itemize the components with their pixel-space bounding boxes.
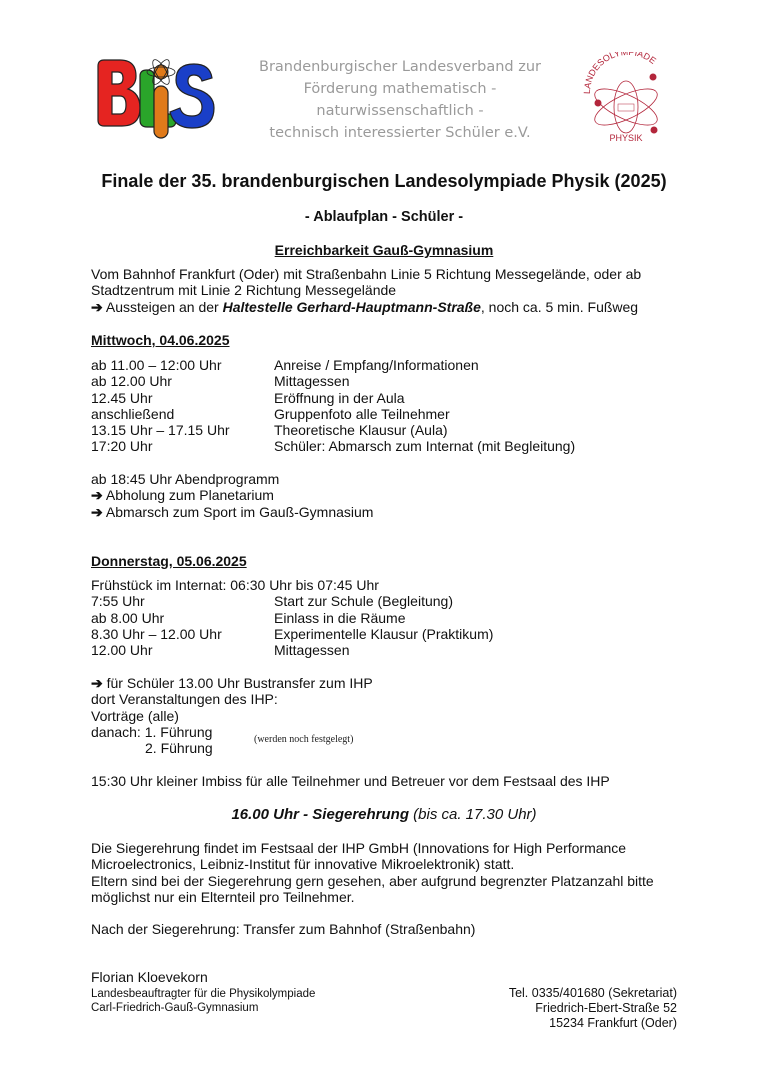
reach-line: Stadtzentrum mit Linie 2 Richtung Messegelände	[91, 282, 397, 299]
evening-item	[91, 504, 373, 520]
arrow-right-icon: ➔	[91, 298, 103, 315]
page-subtitle: - Ablaufplan - Schüler -	[304, 209, 464, 225]
event: Anreise / Empfang/Informationen	[274, 357, 479, 373]
event: Theoretische Klausur (Aula)	[274, 422, 448, 439]
time: 12.00 Uhr	[91, 642, 153, 659]
schedule-row	[91, 593, 493, 609]
breakfast-line: Frühstück im Internat: 06:30 Uhr bis 07:45 Uhr	[91, 577, 379, 593]
schedule-row	[91, 422, 575, 438]
ceremony-time: 16.00 Uhr - Siegerehrung	[231, 806, 409, 823]
thursday-schedule	[91, 577, 493, 658]
physik-label: PHYSIK	[609, 133, 643, 143]
tour-note: (werden noch festgelegt)	[254, 734, 354, 745]
event: Einlass in die Räume	[274, 609, 406, 626]
schedule-row	[91, 390, 575, 406]
contact-street: Friedrich-Ebert-Straße 52	[535, 1001, 677, 1015]
time: 17:20 Uhr	[91, 438, 153, 455]
ceremony-until: (bis ca. 17.30 Uhr)	[409, 806, 537, 823]
reach-text	[91, 266, 641, 315]
footer-right	[509, 986, 677, 1031]
time: 7:55 Uhr	[91, 593, 145, 610]
reach-line: Vom Bahnhof Frankfurt (Oder) mit Straßenbahn Linie 5 Richtung Messegelände, oder ab	[91, 266, 642, 282]
page-title: Finale der 35. brandenburgischen Landesolympiade Physik (2025)	[101, 171, 667, 191]
event: Mittagessen	[274, 642, 350, 659]
footer-left	[91, 969, 315, 1015]
bus-line	[91, 675, 373, 691]
event: Schüler: Abmarsch zum Internat (mit Begleitung)	[274, 438, 576, 455]
landesolympiade-physik-logo	[578, 52, 674, 144]
event: Mittagessen	[274, 373, 350, 390]
evening-heading: ab 18:45 Uhr Abendprogramm	[91, 471, 280, 487]
event: Experimentelle Klausur (Praktikum)	[274, 625, 494, 642]
arrow-right-icon: ➔	[91, 503, 103, 520]
event: Eröffnung in der Aula	[274, 389, 405, 406]
org-line: technisch interessierter Schüler e.V.	[269, 125, 531, 141]
text: für Schüler 13.00 Uhr Bustransfer zum IHP	[102, 675, 373, 691]
text: Abmarsch zum Sport im Gauß-Gymnasium	[102, 503, 374, 520]
event: Start zur Schule (Begleitung)	[274, 593, 453, 610]
organization-name	[230, 56, 570, 144]
contact-phone: Tel. 0335/401680 (Sekretariat)	[508, 986, 677, 1000]
evening-program	[91, 471, 373, 520]
schedule-row	[91, 406, 575, 422]
ceremony-line: Eltern sind bei der Siegerehrung gern gesehen, aber aufgrund begrenzter Platzanzahl bitte	[91, 872, 654, 889]
time: 8.30 Uhr – 12.00 Uhr	[91, 625, 222, 642]
tour-line: danach: 1. Führung	[91, 723, 213, 740]
arrow-right-icon: ➔	[91, 675, 103, 691]
blis-logo-icon	[90, 52, 220, 142]
time: anschließend	[91, 405, 175, 422]
org-line: naturwissenschaftlich -	[316, 103, 484, 119]
ceremony-line: möglichst nur ein Elternteil pro Teilnehmer.	[91, 888, 355, 905]
talks-line: Vorträge (alle)	[91, 707, 179, 724]
schedule-row	[91, 642, 493, 658]
contact-role: Landesbeauftragter für die Physikolympiade	[91, 988, 316, 1001]
text: Aussteigen an der	[102, 298, 223, 315]
time: 13.15 Uhr – 17.15 Uhr	[91, 422, 230, 439]
ceremony-line: Die Siegerehrung findet im Festsaal der IHP GmbH (Innovations for High Performance	[91, 840, 627, 856]
ceremony-text	[91, 840, 654, 905]
time: ab 12.00 Uhr	[91, 373, 172, 390]
reach-heading: Erreichbarkeit Gauß-Gymnasium	[274, 242, 494, 258]
snack-line: 15:30 Uhr kleiner Imbiss für alle Teilnehmer und Betreuer vor dem Festsaal des IHP	[91, 773, 610, 789]
time: ab 8.00 Uhr	[91, 609, 165, 626]
wednesday-schedule	[91, 357, 575, 455]
stop-name: Haltestelle Gerhard-Hauptmann-Straße	[222, 298, 481, 315]
schedule-row	[91, 438, 575, 454]
schedule-row	[91, 626, 493, 642]
org-line: Förderung mathematisch -	[303, 81, 497, 97]
ihp-line: dort Veranstaltungen des IHP:	[91, 691, 278, 708]
wednesday-heading: Mittwoch, 04.06.2025	[91, 332, 230, 348]
text: , noch ca. 5 min. Fußweg	[480, 298, 639, 315]
ceremony-line: Microelectronics, Leibniz-Institut für innovative Mikroelektronik) statt.	[91, 856, 515, 873]
ceremony-heading	[0, 806, 768, 824]
after-ceremony-line: Nach der Siegerehrung: Transfer zum Bahnhof (Straßenbahn)	[91, 921, 476, 937]
evening-item	[91, 487, 373, 503]
contact-city: 15234 Frankfurt (Oder)	[549, 1016, 677, 1030]
schedule-row	[91, 357, 575, 373]
event: Gruppenfoto alle Teilnehmer	[274, 405, 450, 422]
contact-school: Carl-Friedrich-Gauß-Gymnasium	[91, 1002, 259, 1015]
blis-logo	[90, 52, 220, 142]
tour-line: 2. Führung	[145, 740, 213, 757]
contact-name: Florian Kloevekorn	[91, 969, 208, 985]
time: 12.45 Uhr	[91, 389, 153, 406]
thursday-heading: Donnerstag, 05.06.2025	[91, 553, 247, 569]
org-line: Brandenburgischer Landesverband zur	[259, 59, 541, 75]
arc-text: LANDESOLYMPIADE	[581, 52, 658, 95]
atom-logo-icon	[578, 52, 674, 144]
reach-line	[91, 299, 641, 315]
time: ab 11.00 – 12:00 Uhr	[91, 357, 222, 373]
text: Abholung zum Planetarium	[102, 487, 274, 504]
schedule-row	[91, 610, 493, 626]
svg-text:LANDESOLYMPIADE	[582, 52, 658, 94]
schedule-row	[91, 373, 575, 389]
arrow-right-icon: ➔	[91, 487, 103, 504]
